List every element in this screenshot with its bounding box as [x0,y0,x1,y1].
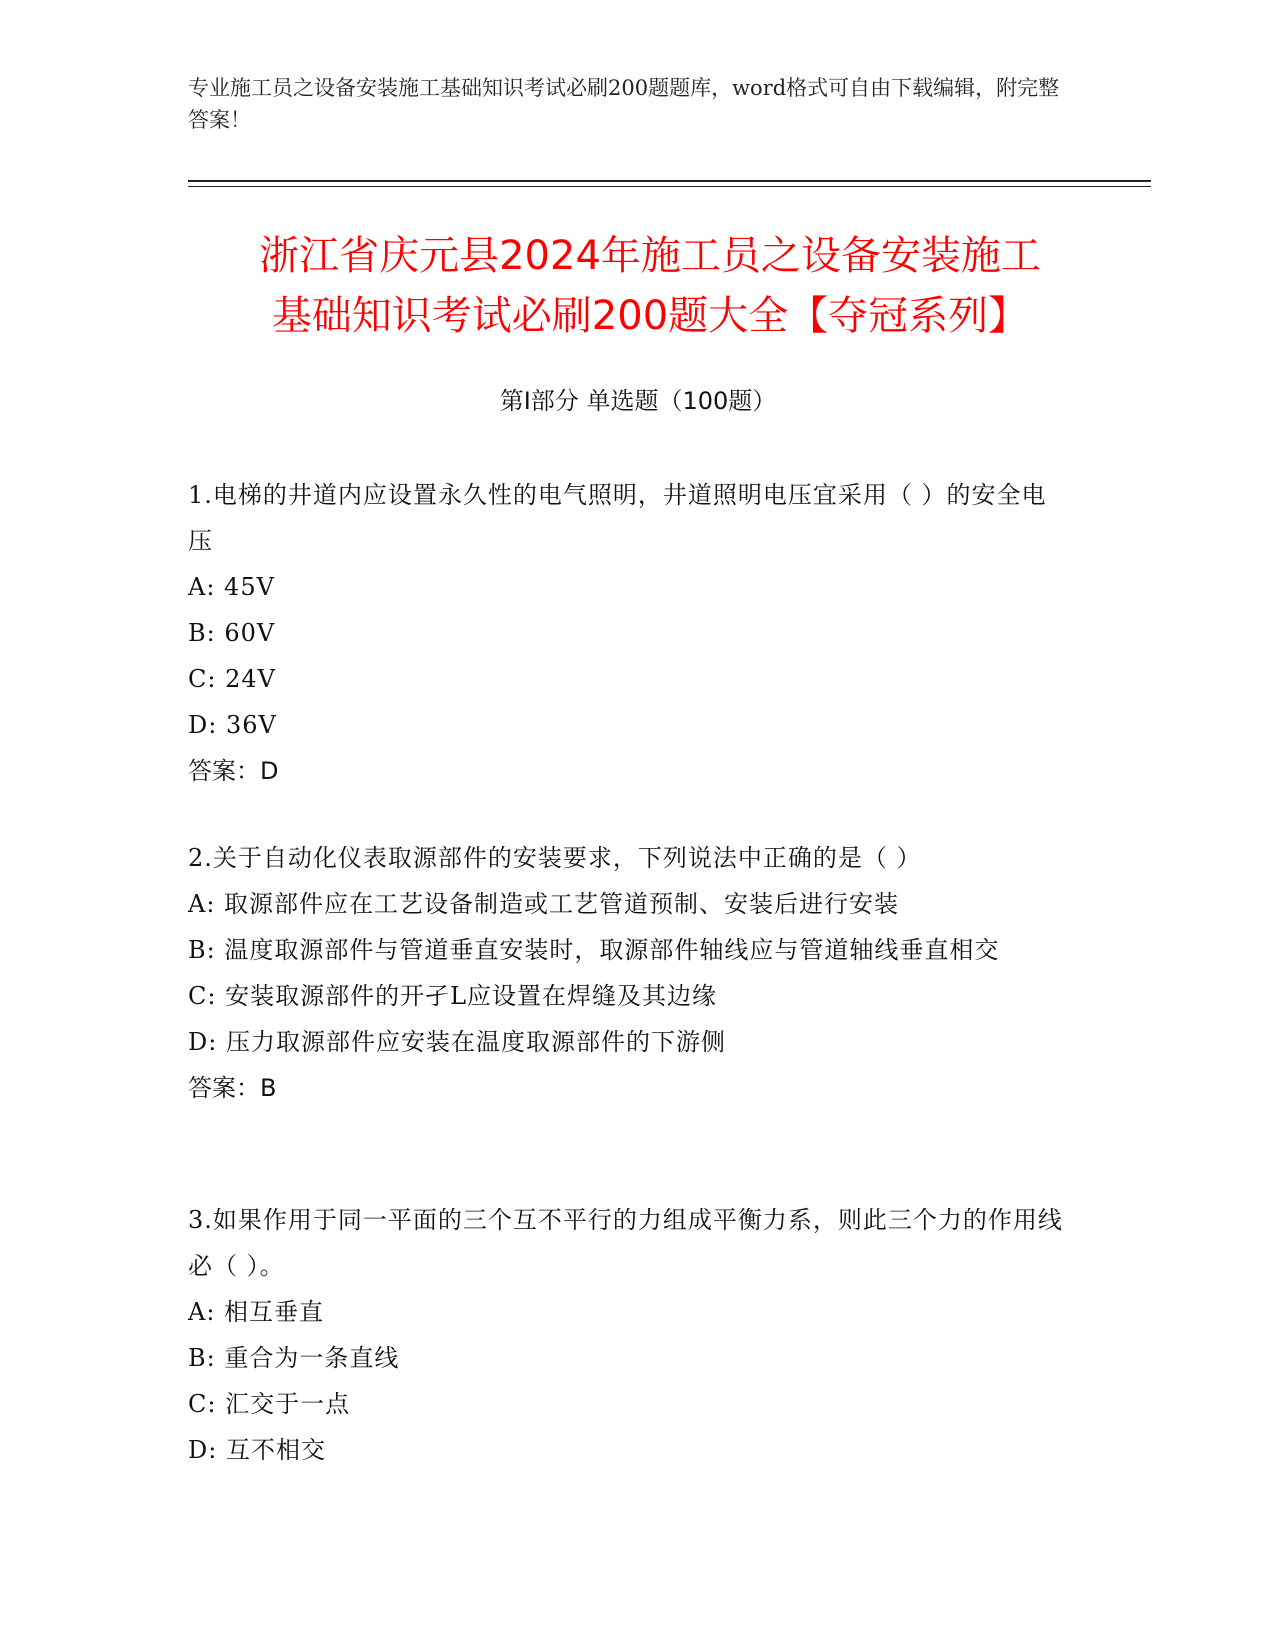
option-d: D: 互不相交 [188,1436,326,1464]
question-3 [188,1197,1068,1473]
question-1 [188,472,1068,794]
header-note: 专业施工员之设备安装施工基础知识考试必刷200题题库，word格式可自由下载编辑，附完整答案！ [188,76,1060,132]
title-line-1: 浙江省庆元县2024年施工员之设备安装施工 [259,233,1041,279]
option-b: B: 60V [188,619,276,647]
document-title [180,226,1120,346]
option-d: D: 36V [188,711,277,739]
header-rule-thin [188,186,1151,187]
section-heading: 第I部分 单选题（100题） [499,387,777,415]
option-c: C: 安装取源部件的开孑L应设置在焊缝及其边缘 [188,982,718,1010]
option-b: B: 重合为一条直线 [188,1344,400,1372]
question-2 [188,835,1068,1111]
question-text: 1.电梯的井道内应设置永久性的电气照明，井道照明电压宜采用（ ）的安全电压 [188,481,1047,555]
option-b: B: 温度取源部件与管道垂直安装时，取源部件轴线应与管道轴线垂直相交 [188,936,1000,964]
answer: 答案：D [188,757,279,785]
option-c: C: 汇交于一点 [188,1390,351,1418]
option-a: A: 取源部件应在工艺设备制造或工艺管道预制、安装后进行安装 [188,890,900,918]
option-c: C: 24V [188,665,276,693]
option-a: A: 45V [188,573,275,601]
question-text: 2.关于自动化仪表取源部件的安装要求，下列说法中正确的是（ ） [188,844,922,872]
header-rule-thick [188,180,1151,182]
option-d: D: 压力取源部件应安装在温度取源部件的下游侧 [188,1028,726,1056]
question-text: 3.如果作用于同一平面的三个互不平行的力组成平衡力系，则此三个力的作用线必（ ）。 [188,1206,1063,1280]
title-line-2: 基础知识考试必刷200题大全【夺冠系列】 [271,293,1029,339]
answer: 答案：B [188,1074,277,1102]
option-a: A: 相互垂直 [188,1298,325,1326]
